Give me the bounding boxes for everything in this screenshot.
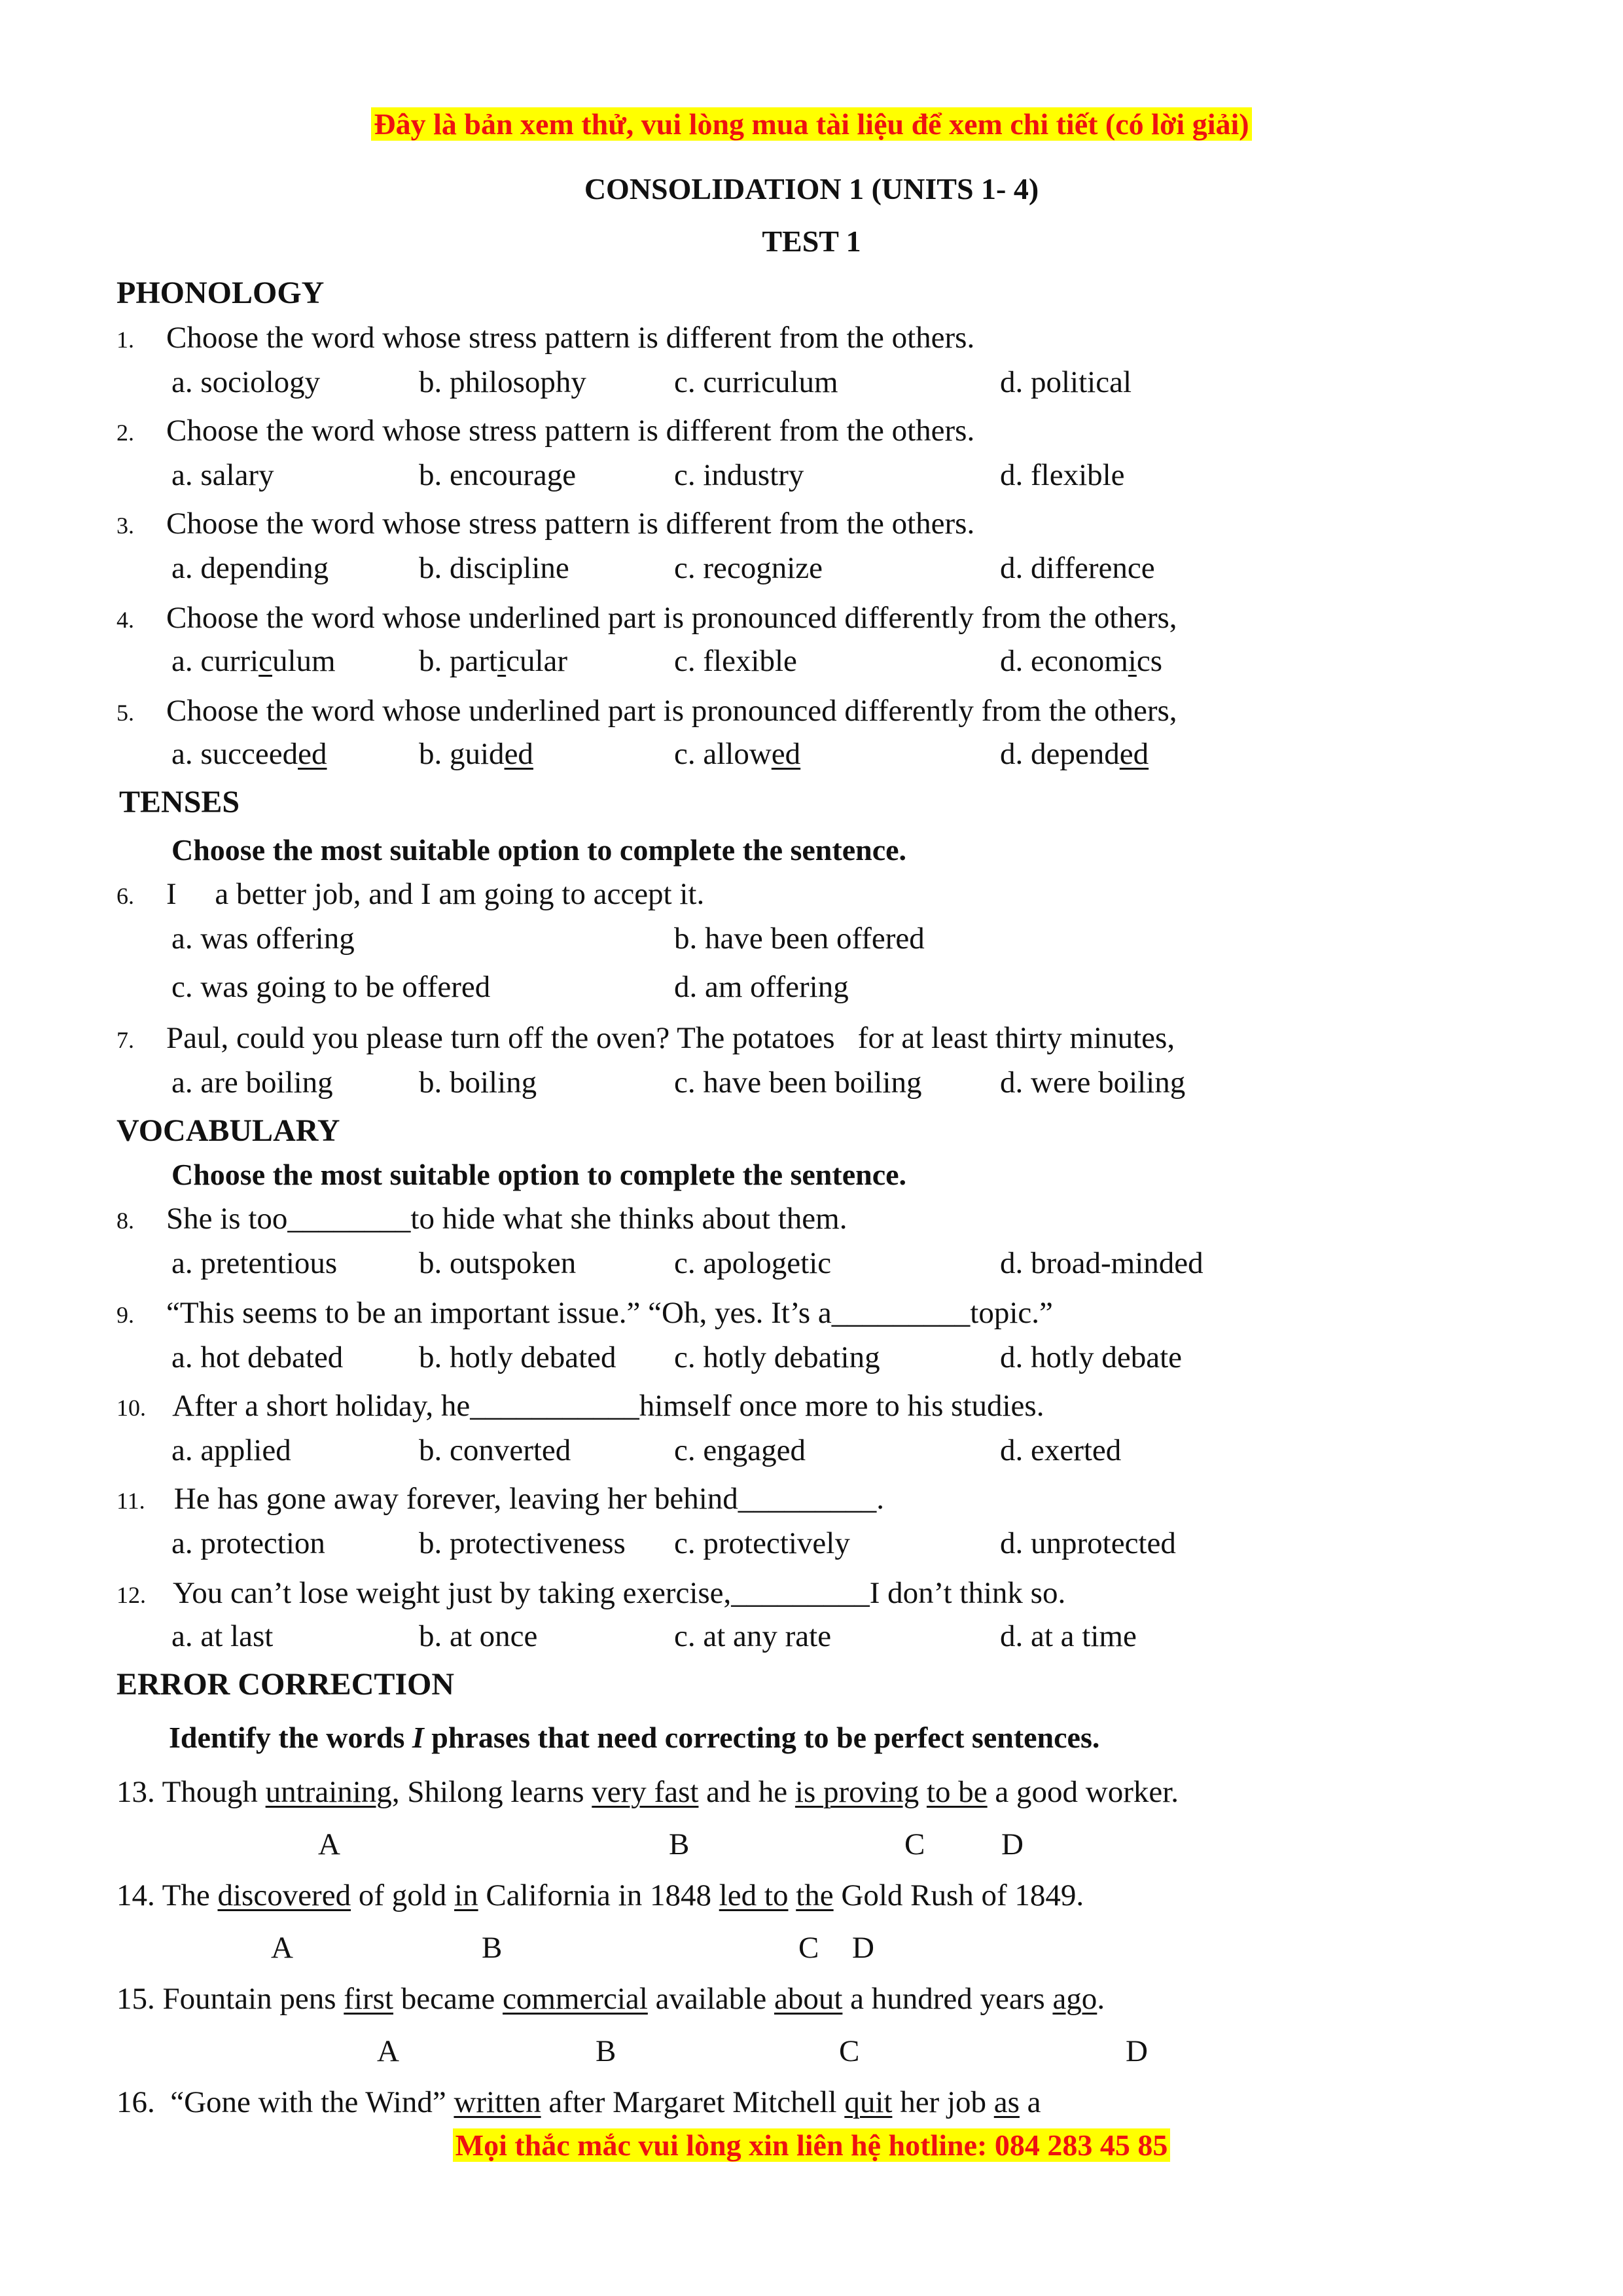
- option-d: d. economics: [1000, 644, 1162, 678]
- option-b: b. protectiveness: [419, 1526, 626, 1560]
- option-b: b. guided: [419, 737, 533, 771]
- preview-notice: Đây là bản xem thử, vui lòng mua tài liệu để xem chi tiết (có lời giải): [0, 105, 1623, 144]
- option-b: b. hotly debated: [419, 1340, 616, 1374]
- letter-a: A: [377, 2034, 399, 2068]
- letter-d: D: [852, 1931, 874, 1965]
- question-4: 4. Choose the word whose underlined part is pronounced differently from the others,: [116, 601, 1177, 635]
- option-c: c. protectively: [674, 1526, 850, 1560]
- option-a: a. sociology: [171, 365, 321, 399]
- question-13: 13. Though untraining, Shilong learns very fast and he is proving to be a good worker.: [116, 1775, 1179, 1809]
- question-12: 12. You can’t lose weight just by taking exercise,_________I don’t think so.: [116, 1576, 1066, 1610]
- option-c: c. flexible: [674, 644, 797, 678]
- option-d: d. difference: [1000, 551, 1155, 585]
- section-vocabulary: VOCABULARY: [116, 1113, 340, 1148]
- option-c: c. have been boiling: [674, 1066, 922, 1100]
- letter-a: A: [271, 1931, 293, 1965]
- question-10: 10. After a short holiday, he___________himself once more to his studies.: [116, 1389, 1044, 1423]
- option-b: b. discipline: [419, 551, 569, 585]
- letter-a: A: [318, 1827, 340, 1861]
- question-5: 5. Choose the word whose underlined part is pronounced differently from the others,: [116, 694, 1177, 728]
- section-phonology: PHONOLOGY: [116, 276, 325, 310]
- option-c: c. industry: [674, 458, 804, 492]
- question-2: 2. Choose the word whose stress pattern is different from the others.: [116, 414, 975, 448]
- option-b: b. boiling: [419, 1066, 537, 1100]
- option-a: a. hot debated: [171, 1340, 344, 1374]
- option-d: d. exerted: [1000, 1433, 1122, 1467]
- question-8: 8. She is too________to hide what she thinks about them.: [116, 1202, 847, 1236]
- option-d: d. depended: [1000, 737, 1149, 771]
- question-16: 16. “Gone with the Wind” written after Margaret Mitchell quit her job as a: [116, 2085, 1041, 2119]
- option-b: b. converted: [419, 1433, 571, 1467]
- option-c: c. allowed: [674, 737, 801, 771]
- letter-b: B: [669, 1827, 690, 1861]
- option-b: b. at once: [419, 1619, 538, 1653]
- option-a: a. pretentious: [171, 1246, 338, 1280]
- option-c: c. recognize: [674, 551, 823, 585]
- question-6: 6. I a better job, and I am going to accept it.: [116, 877, 705, 911]
- option-a: a. was offering: [171, 922, 355, 956]
- question-3: 3. Choose the word whose stress pattern is different from the others.: [116, 507, 975, 541]
- instruction-error-correction: Identify the words I phrases that need correcting to be perfect sentences.: [169, 1721, 1100, 1754]
- test-title: TEST 1: [762, 224, 861, 258]
- option-a: a. salary: [171, 458, 274, 492]
- document-title: CONSOLIDATION 1 (UNITS 1- 4): [584, 172, 1039, 206]
- option-a: a. are boiling: [171, 1066, 333, 1100]
- option-c: c. engaged: [674, 1433, 806, 1467]
- option-d: d. at a time: [1000, 1619, 1137, 1653]
- question-1: 1. Choose the word whose stress pattern is different from the others.: [116, 321, 975, 355]
- option-b: b. encourage: [419, 458, 577, 492]
- option-d: d. broad-minded: [1000, 1246, 1204, 1280]
- question-7: 7. Paul, could you please turn off the oven? The potatoes for at least thirty minutes,: [116, 1021, 1175, 1055]
- option-c: c. was going to be offered: [171, 970, 491, 1004]
- question-9: 9. “This seems to be an important issue.” “Oh, yes. It’s a_________topic.”: [116, 1296, 1053, 1330]
- letter-c: C: [798, 1931, 819, 1965]
- option-d: d. unprotected: [1000, 1526, 1176, 1560]
- option-c: c. hotly debating: [674, 1340, 880, 1374]
- hotline-notice: Mọi thắc mắc vui lòng xin liên hệ hotline: 084 283 45 85: [0, 2126, 1623, 2165]
- option-a: a. curriculum: [171, 644, 336, 678]
- letter-b: B: [596, 2034, 616, 2068]
- option-c: c. at any rate: [674, 1619, 832, 1653]
- option-c: c. curriculum: [674, 365, 838, 399]
- question-14: 14. The discovered of gold in California in 1848 led to the Gold Rush of 1849.: [116, 1878, 1084, 1912]
- option-b: b. outspoken: [419, 1246, 577, 1280]
- section-error-correction: ERROR CORRECTION: [116, 1667, 455, 1702]
- option-d: d. am offering: [674, 970, 849, 1004]
- option-a: a. depending: [171, 551, 329, 585]
- option-d: d. hotly debate: [1000, 1340, 1183, 1374]
- question-15: 15. Fountain pens first became commercial available about a hundred years ago.: [116, 1982, 1105, 2016]
- letter-c: C: [904, 1827, 925, 1861]
- question-11: 11. He has gone away forever, leaving her behind_________.: [116, 1482, 885, 1516]
- option-a: a. at last: [171, 1619, 274, 1653]
- option-a: a. applied: [171, 1433, 291, 1467]
- option-d: d. political: [1000, 365, 1132, 399]
- instruction-vocabulary: Choose the most suitable option to complete the sentence.: [171, 1158, 907, 1191]
- section-tenses: TENSES: [119, 785, 240, 819]
- letter-c: C: [839, 2034, 860, 2068]
- letter-d: D: [1001, 1827, 1024, 1861]
- option-d: d. were boiling: [1000, 1066, 1186, 1100]
- option-d: d. flexible: [1000, 458, 1125, 492]
- option-b: b. have been offered: [674, 922, 925, 956]
- letter-d: D: [1126, 2034, 1148, 2068]
- option-b: b. particular: [419, 644, 568, 678]
- option-c: c. apologetic: [674, 1246, 832, 1280]
- option-a: a. protection: [171, 1526, 325, 1560]
- letter-b: B: [482, 1931, 503, 1965]
- instruction-tenses: Choose the most suitable option to complete the sentence.: [171, 833, 907, 867]
- option-a: a. succeeded: [171, 737, 327, 771]
- option-b: b. philosophy: [419, 365, 586, 399]
